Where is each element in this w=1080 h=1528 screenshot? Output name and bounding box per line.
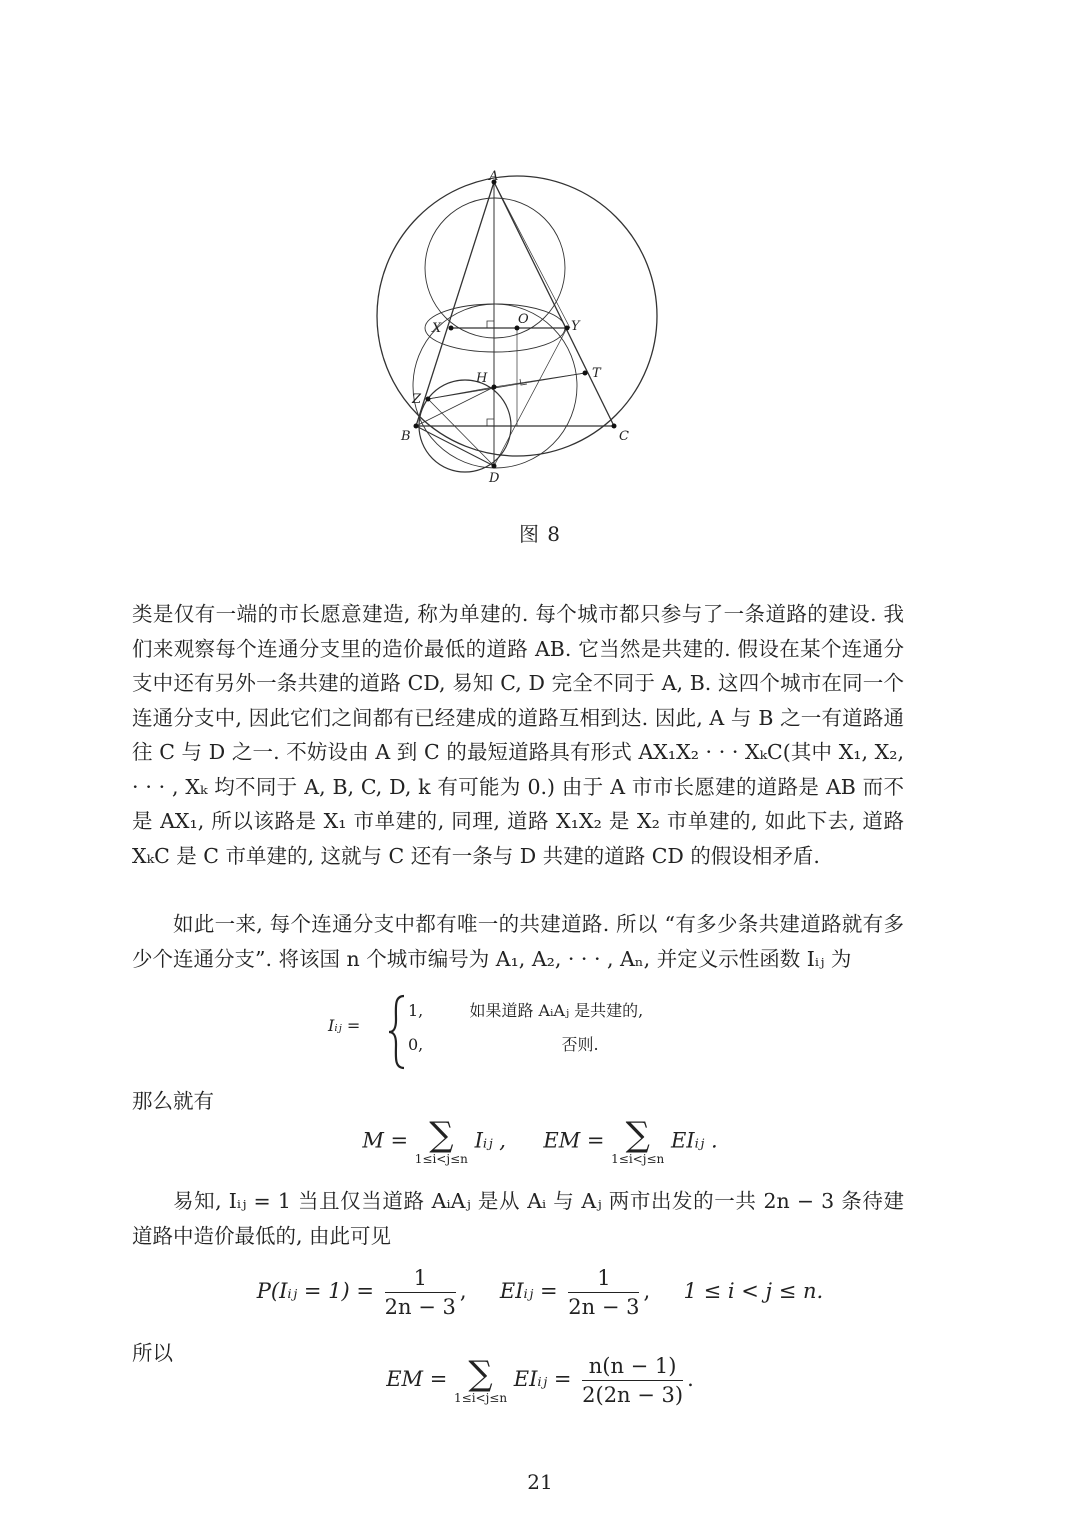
point-b (414, 424, 419, 429)
point-x (449, 326, 454, 331)
p-lhs: P(Iᵢⱼ = 1) = (256, 1279, 374, 1303)
piecewise-condition-1: 如果道路 AᵢAⱼ 是共建的, (469, 1001, 644, 1020)
separator: , (459, 1279, 467, 1303)
sum-operator-em (611, 1115, 665, 1166)
right-angle-mark-x (487, 321, 494, 328)
label-y: Y (571, 319, 580, 334)
segment-bd (416, 426, 494, 466)
segment-zd (428, 399, 494, 466)
left-brace (386, 994, 408, 1070)
page-number: 21 (527, 1470, 553, 1494)
point-h (492, 385, 497, 390)
point-t (583, 371, 588, 376)
geometry-figure (370, 168, 670, 488)
final-lhs: EM = (386, 1367, 448, 1391)
em-lhs: EM = (543, 1128, 605, 1153)
point-d (492, 464, 497, 469)
label-d: D (489, 471, 500, 486)
sum-range: 1≤i<j≤n (611, 1152, 665, 1166)
paragraph-3: 易知, Iᵢⱼ = 1 当且仅当道路 AᵢAⱼ 是从 Aᵢ 与 Aⱼ 两市出发的一共 2n − 3 条待建道路中造价最低的, 由此可见 (132, 1189, 904, 1248)
sum-operator-final (454, 1353, 508, 1405)
piecewise-row-2 (408, 1032, 599, 1055)
upper-circle (425, 198, 565, 338)
point-c (612, 424, 617, 429)
right-angle-mark-bc (487, 419, 494, 426)
point-y (565, 326, 570, 331)
figure-caption: 图 8 (518, 522, 562, 546)
piecewise-definition (328, 994, 748, 1070)
label-z: Z (412, 392, 422, 407)
line-ht (494, 373, 585, 387)
label-h: H (476, 371, 488, 386)
label-o: O (518, 312, 529, 327)
fraction-denominator: 2n − 3 (384, 1295, 456, 1319)
sigma-symbol: ∑ (625, 1115, 650, 1155)
m-lhs: M = (362, 1128, 409, 1153)
final-fraction (582, 1352, 683, 1409)
em-term: EIᵢⱼ . (670, 1128, 718, 1153)
paragraph-1: 类是仅有一端的市长愿意建造, 称为单建的. 每个城市都只参与了一条道路的建设. 我们来观察每个连通分支里的造价最低的道路 AB. 它当然是共建的. 假设在某个连通分支中还有另外一条共建的道路 CD, 易知 C, D 完全不同于 A, B. 这四个城市在同一个连通分支中, 因此它们之间都有已经建成的道路互相到达. 因此, A 与 B 之一有道路通往 C 与 D 之一. 不妨设由 A 到 C 的最短道路具有形式 AX₁X₂ · · · XₖC(其中 X₁, X₂, · · · , Xₖ 均不同于 A, B, C, D, k 有可能为 0.) 由于 A 市市长愿建的道路是 AB 而不是 AX₁, 所以该路是 X₁ 市单建的, 同理, 道路 X₁X₂ 是 X₂ 市单建的, 如此下去, 道路 XₖC 是 C 市单建的, 这就与 C 还有一条与 D 共建的道路 CD 的假设相矛盾. (132, 602, 904, 868)
sigma-symbol: ∑ (429, 1115, 454, 1155)
label-c: C (619, 429, 629, 444)
label-then: 那么就有 (132, 1089, 214, 1113)
fraction-denominator: 2(2n − 3) (582, 1383, 684, 1407)
point-z (426, 397, 431, 402)
final-equation (0, 1352, 1080, 1409)
index-range: 1 ≤ i < j ≤ n. (683, 1279, 824, 1303)
label-so: 所以 (132, 1341, 173, 1365)
final-period: . (687, 1367, 694, 1391)
separator: , (643, 1279, 651, 1303)
piecewise-value-2: 0, (408, 1035, 424, 1054)
m-term: Iᵢⱼ , (474, 1128, 506, 1153)
sum-range: 1≤i<j≤n (454, 1390, 508, 1405)
sigma-symbol: ∑ (468, 1353, 493, 1394)
sum-operator-m (414, 1115, 468, 1166)
label-b: B (401, 429, 411, 444)
fraction-denominator: 2n − 3 (568, 1295, 640, 1319)
sum-range: 1≤i<j≤n (414, 1152, 468, 1166)
fraction-2 (568, 1264, 639, 1321)
probability-equation (0, 1264, 1080, 1321)
label-a: A (489, 169, 499, 184)
segment-bh (416, 387, 494, 426)
line-ay (494, 182, 570, 328)
fraction-numerator: n(n − 1) (582, 1352, 683, 1381)
sum-equation (0, 1115, 1080, 1166)
fraction-numerator: 1 (568, 1264, 639, 1293)
e-lhs: EIᵢⱼ = (499, 1279, 558, 1303)
piecewise-lhs: Iᵢⱼ = (328, 1016, 361, 1035)
fraction-numerator: 1 (385, 1264, 456, 1293)
piecewise-condition-2: 否则. (561, 1035, 599, 1054)
geometry-diagram (370, 168, 670, 488)
label-t: T (592, 366, 601, 381)
label-x: X (432, 321, 442, 336)
side-ac (494, 182, 614, 426)
final-term: EIᵢⱼ = (513, 1367, 572, 1391)
piecewise-row-1 (408, 998, 643, 1021)
fraction-1 (385, 1264, 456, 1321)
piecewise-value-1: 1, (408, 1001, 424, 1020)
paragraph-2: 如此一来, 每个连通分支中都有唯一的共建道路. 所以 “有多少条共建道路就有多少个连通分支”. 将该国 n 个城市编号为 A₁, A₂, · · · , Aₙ, 并定义示性函数 Iᵢⱼ 为 (132, 912, 904, 971)
